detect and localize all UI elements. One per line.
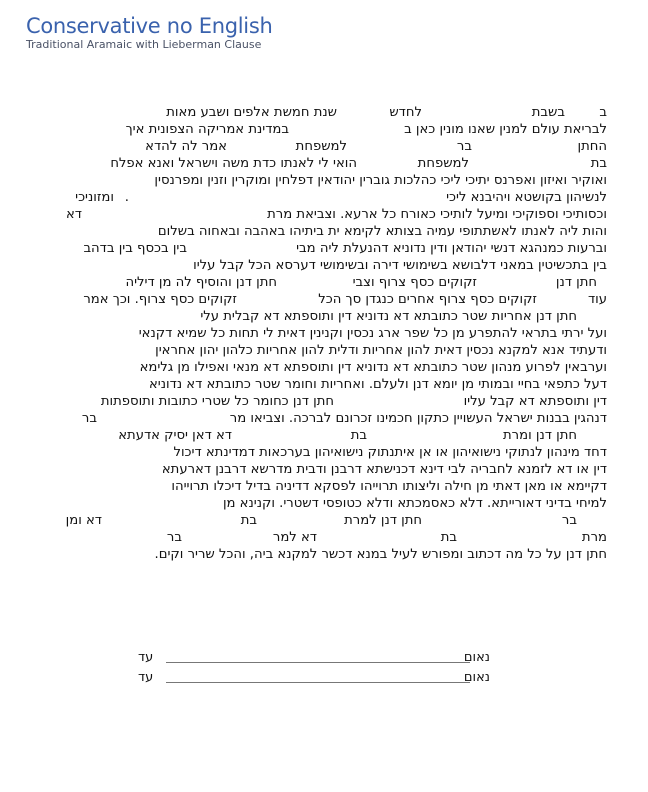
text-segment: בת <box>440 530 457 545</box>
text-segment: בשבת <box>531 105 565 120</box>
text-segment: למיחי בדיני דאורייתא. דלא כאסמכתא ודלא כטופסי דשטרי. וקנינא מן <box>222 496 607 511</box>
text-segment: אמר לה להדא <box>145 139 227 154</box>
text-segment: לחדש <box>389 105 422 120</box>
witness-label: נאום <box>463 670 490 685</box>
text-segment: בר <box>561 513 577 528</box>
text-segment: וכסותיכי וספוקיכי ומיעל לותיכי כאורח כל ארעא. וצביאת מרת <box>267 207 607 222</box>
text-line <box>60 512 607 529</box>
text-line <box>60 189 607 206</box>
text-line <box>60 410 607 427</box>
text-segment: חתן דנן כחומר כל שטרי כתובות ותוספתות <box>100 394 334 409</box>
text-segment: דקיימא או מאן דאתי מן חילה וליצותו תרוייהו לפסקא דדיניה בדיל דיכלו תרוייהו <box>171 479 607 494</box>
document-title: Conservative no English <box>26 14 273 38</box>
text-line <box>60 274 607 291</box>
text-segment: ועל ירתי בתראי להתפרע מן כל שפר ארג נכסין וקנינין דאית לי תחות כל שמיא דקנאי <box>138 326 607 341</box>
text-segment: בת <box>350 428 367 443</box>
text-segment: לנשיהון בקושטא ויהיבנא ליכי <box>446 190 607 205</box>
text-segment: לבריאת עולם למנין שאנו מונין כאן ב <box>404 122 607 137</box>
text-segment: וברעות כמנהגא דנשי יהודאן ודין נדוניא דהנעלת ליה מבי <box>296 241 607 256</box>
text-segment: בר <box>81 411 97 426</box>
witness-suffix: עד <box>138 650 154 665</box>
text-line <box>60 376 607 393</box>
text-segment: חתן דנן <box>555 275 597 290</box>
text-line <box>60 240 607 257</box>
text-segment: . <box>124 190 129 205</box>
text-segment: דעל כתפאי בחיי ובמותי מן יומא דנן ולעלם. ואחריות וחומר שטר כתובתא דא נדוניא <box>148 377 607 392</box>
text-segment: למשפחת <box>295 139 347 154</box>
text-segment: חתן דנן על כל מה דכתוב ומפורש לעיל במנא דכשר למקנא ביה, והכל שריר וקים. <box>154 547 607 562</box>
text-segment: מרת <box>581 530 607 545</box>
text-segment: ב <box>599 105 607 120</box>
text-line <box>60 223 607 240</box>
text-segment: בין בכסף בין בדהב <box>83 241 187 256</box>
text-segment: שנת חמשת אלפים ושבע מאות <box>166 105 337 120</box>
text-line <box>60 121 607 138</box>
text-line <box>60 478 607 495</box>
text-segment: בין בתכשיטין במאני דלבושא בשימושי דירה ובשימושי דערסא הכל קבל עליו <box>193 258 607 273</box>
text-segment: וערבאין לפרוע מנהון שטר כתובתא דא נדוניא דין ותוספתא דא מנאי ואפילו מן גלימא <box>139 360 607 375</box>
witness-suffix: עד <box>138 670 154 685</box>
text-line <box>60 291 607 308</box>
text-segment: חתן דנן אחריות שטר כתובתא דא נדוניא דין ותוספתא דא קבלית עלי <box>200 309 577 324</box>
text-segment: דא ומן <box>65 513 102 528</box>
text-segment: דא <box>65 207 82 222</box>
text-segment: זקוקים כסף צרוף וצבי <box>352 275 477 290</box>
text-line <box>60 138 607 155</box>
signature-field[interactable] <box>166 662 470 663</box>
document-subtitle: Traditional Aramaic with Lieberman Clause <box>26 38 262 51</box>
text-segment: בר <box>166 530 182 545</box>
witness-label: נאום <box>463 650 490 665</box>
text-segment: דין או דא לזמנא לחבריה לבי דינא דכנישתא דרבנן ודבית מדרשא דרבנן דארעתא <box>161 462 607 477</box>
text-segment: עוד <box>587 292 607 307</box>
text-line <box>60 172 607 189</box>
text-segment: ומזוניכי <box>75 190 114 205</box>
signature-field[interactable] <box>166 682 470 683</box>
text-segment: בר <box>456 139 472 154</box>
text-line <box>60 393 607 410</box>
text-segment: דא למר <box>272 530 317 545</box>
text-segment: חתן דנן למרת <box>344 513 422 528</box>
text-segment: ואוקיר ואיזון ואפרנס יתיכי ליכי כהלכות גוברין יהודאין דפלחין ומוקרין וזנין ומפרנסין <box>154 173 607 188</box>
text-segment: למשפחת <box>417 156 469 171</box>
text-line <box>60 308 607 325</box>
text-line <box>60 325 607 342</box>
text-segment: דא דאן יסיק אדעתא <box>118 428 232 443</box>
text-line <box>60 444 607 461</box>
text-segment: דנהגין בבנות ישראל העשויין כתקון חכמינו זכרונם לברכה. וצביאו מר <box>229 411 607 426</box>
text-line <box>60 104 607 121</box>
witness-signature-line <box>0 650 648 668</box>
text-segment: זקוקים כסף צרוף אחרים כנגדן סך הכל <box>318 292 537 307</box>
text-line <box>60 529 607 546</box>
text-segment: והות ליה לאנתו לאשתתופי עמיה בצותא לקימא ית ביתיהו באהבה ובאחוה בשלום <box>157 224 607 239</box>
text-line <box>60 359 607 376</box>
text-line <box>60 427 607 444</box>
text-line <box>60 206 607 223</box>
text-segment: הואי לי לאנתו כדת משה וישראל ואנא אפלח <box>110 156 357 171</box>
text-line <box>60 546 607 563</box>
text-segment: ודעתיד אנא למקנא נכסין דאית להון אחריות ודלית להון אחריות כלהון יהון אחראין <box>155 343 607 358</box>
text-line <box>60 257 607 274</box>
text-segment: חתן דנן ומרת <box>503 428 577 443</box>
text-segment: חתן דנן והוסיף לה מן דיליה <box>125 275 277 290</box>
text-line <box>60 495 607 512</box>
document-header <box>26 14 272 51</box>
text-line <box>60 342 607 359</box>
text-segment: בת <box>590 156 607 171</box>
text-line <box>60 461 607 478</box>
text-segment: בת <box>240 513 257 528</box>
text-line <box>60 155 607 172</box>
text-segment: דין ותוספתא דא קבל עליו <box>463 394 607 409</box>
text-segment: החתן <box>577 139 607 154</box>
witness-signature-line <box>0 670 648 688</box>
text-segment: דחד מינהון לנתוקי נישואיהון או אן איתנתוק נישואיהון בערכאות דמדינתא דיכול <box>173 445 607 460</box>
text-segment: זקוקים כסף צרוף. וכך אמר <box>83 292 237 307</box>
text-segment: במדינת אמריקה הצפונית איך <box>125 122 289 137</box>
